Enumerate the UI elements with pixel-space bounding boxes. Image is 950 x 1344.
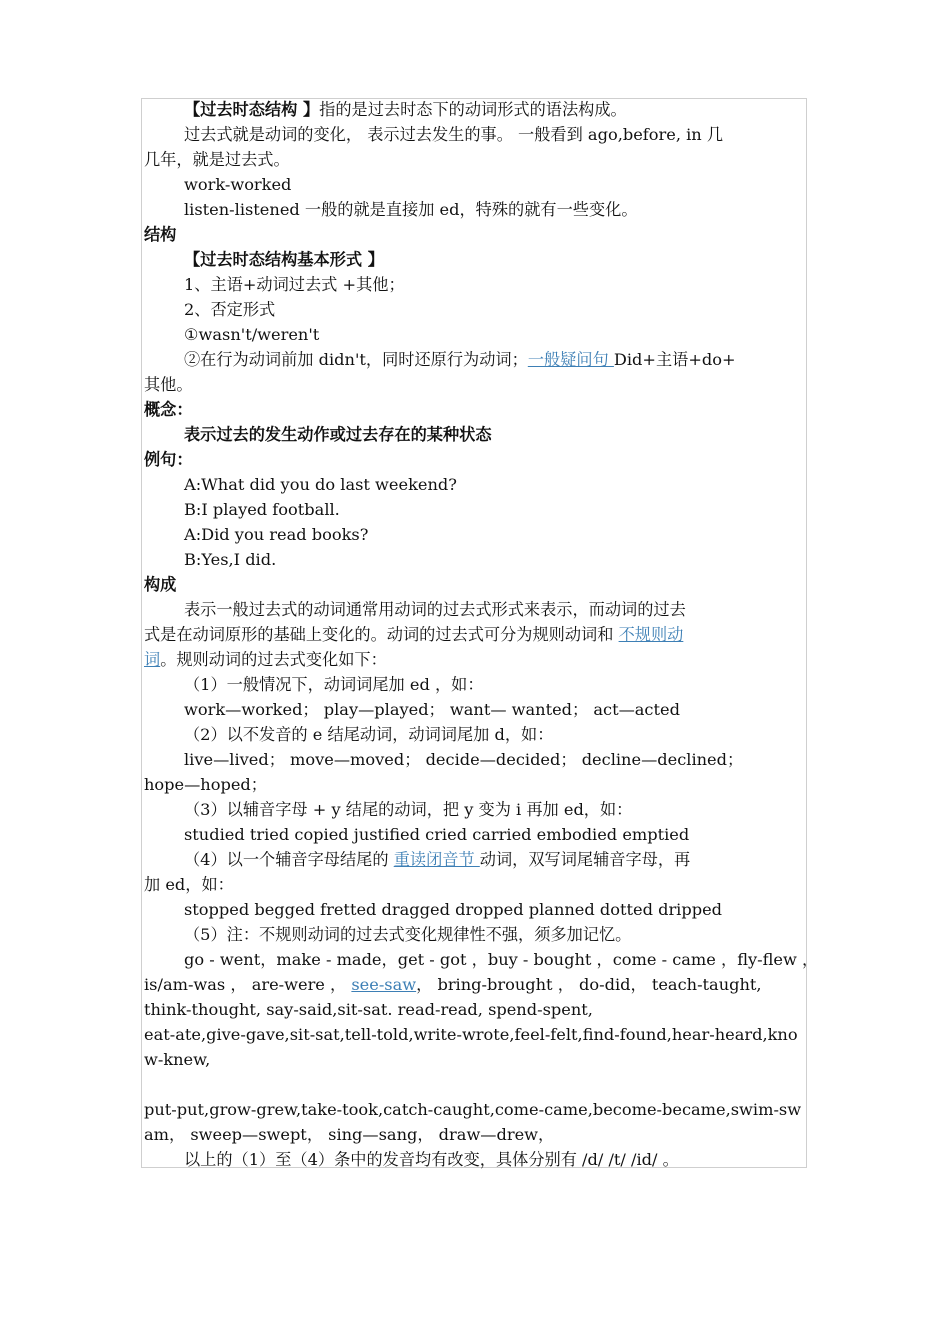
- line-intro-cont: 几年，就是过去式。: [144, 150, 290, 169]
- section-heading-structure: 结构: [144, 225, 177, 244]
- formation-paragraph-cont: 式是在动词原形的基础上变化的。动词的过去式可分为规则动词和 不规则动: [144, 625, 684, 644]
- line-intro: 过去式就是动词的变化， 表示过去发生的事。 一般看到 ago,before, in 几: [184, 125, 724, 144]
- rule-4-cont: 加 ed，如：: [144, 875, 234, 894]
- rule-1: （1）一般情况下，动词词尾加 ed ，如：: [184, 675, 484, 694]
- rule-4: （4）以一个辅音字母结尾的 重读闭音节 动词，双写词尾辅音字母，再: [184, 850, 691, 869]
- list-item-1: 1、主语+动词过去式 +其他；: [184, 275, 405, 294]
- irregular-list-6: put-put,grow-grew,take-took,catch-caught,come-came,become-became,swim-sw: [144, 1100, 802, 1119]
- concept-definition: 表示过去的发生动作或过去存在的某种状态: [184, 425, 492, 444]
- section-heading-formation: 构成: [144, 575, 177, 594]
- example-sentence-2: B:I played football.: [184, 500, 340, 519]
- rule-1-examples: work—worked； play—played； want— wanted； act—acted: [184, 700, 680, 719]
- rule-3-examples: studied tried copied justified cried carried embodied emptied: [184, 825, 690, 844]
- link-irregular-verb[interactable]: 不规则动: [618, 625, 684, 644]
- rule-2: （2）以不发音的 e 结尾动词，动词词尾加 d，如：: [184, 725, 554, 744]
- rule-2-examples: live—lived； move—moved； decide—decided； decline—declined；: [184, 750, 744, 769]
- irregular-list-3: think-thought, say-said,sit-sat. read-read, spend-spent,: [144, 1000, 593, 1019]
- list-subitem-a: ①wasn't/weren't: [184, 325, 320, 344]
- formation-paragraph-end: 词。规则动词的过去式变化如下：: [144, 650, 387, 669]
- irregular-list-2: is/am-was ， are-were ， see-saw， bring-brought ， do-did， teach-taught,: [144, 975, 762, 994]
- example-sentence-4: B:Yes,I did.: [184, 550, 277, 569]
- line-example-work: work-worked: [184, 175, 292, 194]
- line-title-heading: 【过去时态结构 】指的是过去时态下的动词形式的语法构成。: [184, 100, 627, 119]
- rule-2-examples-cont: hope—hoped；: [144, 775, 267, 794]
- heading-past-tense-structure: 【过去时态结构 】: [184, 100, 320, 119]
- link-see-saw[interactable]: see-saw: [351, 975, 417, 994]
- irregular-list-1: go - went，make - made，get - got ，buy - bought ，come - came ，fly-flew ，: [184, 950, 819, 969]
- section-heading-examples: 例句：: [144, 450, 193, 469]
- rule-3: （3）以辅音字母 + y 结尾的动词，把 y 变为 i 再加 ed，如：: [184, 800, 633, 819]
- list-subitem-b: ②在行为动词前加 didn't，同时还原行为动词；一般疑问句 Did+主语+do+: [184, 350, 736, 369]
- rule-4-examples: stopped begged fretted dragged dropped planned dotted dripped: [184, 900, 723, 919]
- rule-5: （5）注：不规则动词的过去式变化规律性不强，须多加记忆。: [184, 925, 632, 944]
- section-heading-concept: 概念：: [144, 400, 193, 419]
- link-stressed-closed-syllable[interactable]: 重读闭音节: [393, 850, 480, 869]
- pronunciation-note: 以上的（1）至（4）条中的发音均有改变，具体分别有 /d/ /t/ /id/ 。: [184, 1150, 679, 1169]
- line-example-listen: listen-listened 一般的就是直接加 ed，特殊的就有一些变化。: [184, 200, 638, 219]
- example-sentence-3: A:Did you read books?: [184, 525, 369, 544]
- irregular-list-5: w-knew,: [144, 1050, 211, 1069]
- link-irregular-verb-end[interactable]: 词: [144, 650, 161, 669]
- heading-basic-form: 【过去时态结构基本形式 】: [184, 250, 384, 269]
- irregular-list-7: am， sweep—swept， sing—sang， draw—drew，: [144, 1125, 555, 1144]
- link-general-question[interactable]: 一般疑问句: [527, 350, 614, 369]
- list-subitem-b-cont: 其他。: [144, 375, 193, 394]
- example-sentence-1: A:What did you do last weekend?: [184, 475, 457, 494]
- formation-paragraph: 表示一般过去式的动词通常用动词的过去式形式来表示，而动词的过去: [184, 600, 686, 619]
- list-item-2: 2、否定形式: [184, 300, 276, 319]
- irregular-list-4: eat-ate,give-gave,sit-sat,tell-told,write-wrote,feel-felt,find-found,hear-heard,kno: [144, 1025, 798, 1044]
